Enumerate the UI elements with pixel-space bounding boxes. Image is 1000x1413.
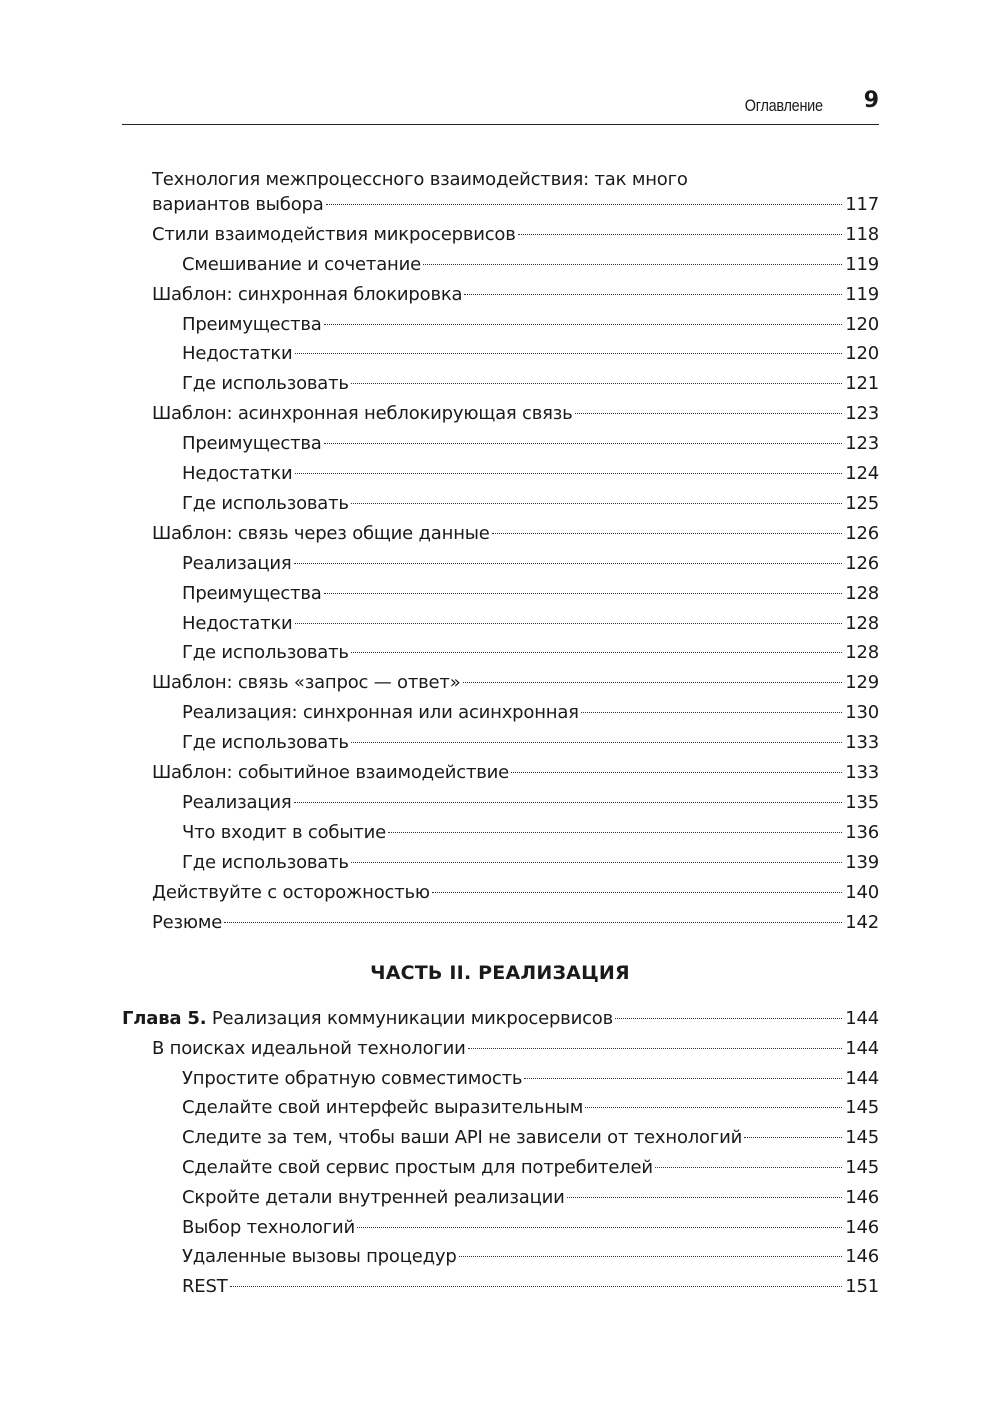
toc-entry[interactable] (0, 851, 1000, 875)
toc-entry-page: 145 (845, 1127, 879, 1148)
dot-leader (294, 802, 843, 803)
toc-entry-page: 146 (845, 1187, 879, 1208)
running-header (122, 88, 879, 124)
toc-entry-label: Удаленные вызовы процедур (182, 1246, 457, 1267)
toc-entry[interactable] (0, 701, 1000, 725)
toc-entry-page: 146 (845, 1246, 879, 1267)
toc-entry[interactable] (0, 1275, 1000, 1299)
toc-entry-label: Где использовать (182, 852, 349, 873)
header-rule (122, 124, 879, 125)
toc-entry-page: 146 (845, 1217, 879, 1238)
toc-entry[interactable] (0, 1007, 1000, 1031)
dot-leader (459, 1256, 843, 1257)
toc-entry-page: 123 (845, 433, 879, 454)
toc-entry-label: Сделайте свой сервис простым для потребителей (182, 1157, 653, 1178)
dot-leader (295, 353, 843, 354)
toc-entry[interactable] (0, 1216, 1000, 1240)
toc-entry-label: Что входит в событие (182, 822, 386, 843)
dot-leader (324, 443, 843, 444)
toc-entry[interactable] (0, 372, 1000, 396)
toc-entry-page: 123 (845, 403, 879, 424)
toc-entry-page: 128 (845, 613, 879, 634)
dot-leader (294, 563, 843, 564)
toc-entry-page: 126 (845, 553, 879, 574)
toc-entry-label: Преимущества (182, 433, 322, 454)
dot-leader (524, 1078, 842, 1079)
page-number: 9 (863, 88, 879, 113)
toc-entry-page: 145 (845, 1097, 879, 1118)
dot-leader (324, 593, 843, 594)
toc-entry-label: Реализация: синхронная или асинхронная (182, 702, 579, 723)
toc-entry-label: Скройте детали внутренней реализации (182, 1187, 565, 1208)
toc-entry-label: Смешивание и сочетание (182, 254, 421, 275)
toc-entry-label: Преимущества (182, 583, 322, 604)
dot-leader (324, 324, 843, 325)
dot-leader (655, 1167, 842, 1168)
part-title: ЧАСТЬ II. РЕАЛИЗАЦИЯ (370, 962, 630, 984)
toc-entry[interactable] (0, 522, 1000, 546)
dot-leader (295, 473, 843, 474)
toc-entry-label: Где использовать (182, 493, 349, 514)
toc-entry-page: 120 (845, 314, 879, 335)
toc-entry[interactable] (0, 582, 1000, 606)
toc-entry-page: 145 (845, 1157, 879, 1178)
toc-entry-label: Следите за тем, чтобы ваши API не зависели от технологий (182, 1127, 743, 1148)
toc-entry-page: 136 (845, 822, 879, 843)
dot-leader (224, 922, 842, 923)
toc-entry[interactable] (0, 1096, 1000, 1120)
toc-entry-label: Упростите обратную совместимость (182, 1068, 523, 1089)
toc-entry-label: Где использовать (182, 642, 349, 663)
toc-entry-page: 133 (845, 732, 879, 753)
dot-leader (388, 832, 842, 833)
toc-entry[interactable] (0, 1156, 1000, 1180)
toc-entry[interactable] (0, 881, 1000, 905)
toc-entry-page: 140 (845, 882, 879, 903)
toc-entry[interactable] (0, 462, 1000, 486)
toc-entry-page: 126 (845, 523, 879, 544)
toc-entry-page: 128 (845, 642, 879, 663)
dot-leader (492, 533, 843, 534)
toc-entry-label: Глава 5. Реализация коммуникации микросервисов (122, 1008, 614, 1029)
toc-entry-label: Шаблон: связь через общие данные (152, 523, 490, 544)
toc-entry[interactable] (0, 223, 1000, 247)
toc-entry-label: Выбор технологий (182, 1217, 355, 1238)
toc-entry-label: Где использовать (182, 732, 349, 753)
dot-leader (423, 264, 842, 265)
dot-leader (351, 652, 842, 653)
dot-leader (230, 1286, 843, 1287)
toc-entry-line1: Технология межпроцессного взаимодействия: так много (152, 169, 688, 190)
toc-entry[interactable] (0, 253, 1000, 277)
toc-entry[interactable] (0, 791, 1000, 815)
toc-entry[interactable] (0, 821, 1000, 845)
dot-leader (518, 234, 843, 235)
toc-entry[interactable] (0, 1067, 1000, 1091)
toc-entry-label: вариантов выбора (152, 194, 324, 215)
dot-leader (351, 862, 842, 863)
toc-entry[interactable] (0, 313, 1000, 337)
toc-entry-label: Шаблон: асинхронная неблокирующая связь (152, 403, 573, 424)
dot-leader (432, 892, 842, 893)
toc-entry[interactable] (0, 1245, 1000, 1269)
dot-leader (351, 503, 842, 504)
toc-entry[interactable] (0, 761, 1000, 785)
dot-leader (581, 712, 842, 713)
dot-leader (567, 1197, 843, 1198)
dot-leader (615, 1018, 842, 1019)
toc-entry[interactable] (0, 342, 1000, 366)
toc-entry-page: 144 (845, 1038, 879, 1059)
toc-entry[interactable] (0, 402, 1000, 426)
toc-entry[interactable] (0, 731, 1000, 755)
toc-entry[interactable] (0, 1126, 1000, 1150)
toc-entry-label: REST (182, 1276, 228, 1297)
toc-entry-page: 117 (845, 194, 879, 215)
toc-entry-page: 119 (845, 284, 879, 305)
toc-entry-label: Сделайте свой интерфейс выразительным (182, 1097, 584, 1118)
dot-leader (744, 1137, 842, 1138)
toc-entry-page: 135 (845, 792, 879, 813)
toc-entry[interactable] (0, 432, 1000, 456)
toc-entry-page: 124 (845, 463, 879, 484)
toc-entry[interactable] (0, 283, 1000, 307)
toc-entry-page: 129 (845, 672, 879, 693)
dot-leader (357, 1227, 842, 1228)
toc-entry-page: 133 (845, 762, 879, 783)
toc-entry-page: 144 (845, 1068, 879, 1089)
toc-entry[interactable] (0, 492, 1000, 516)
toc-entry-page: 121 (845, 373, 879, 394)
toc-entry-page: 125 (845, 493, 879, 514)
dot-leader (351, 383, 842, 384)
toc-entry-label: Шаблон: событийное взаимодействие (152, 762, 510, 783)
toc-entry-label: В поисках идеальной технологии (152, 1038, 466, 1059)
toc-entry-label: Преимущества (182, 314, 322, 335)
dot-leader (575, 413, 843, 414)
dot-leader (511, 772, 842, 773)
toc-entry-label: Реализация (182, 792, 292, 813)
toc-entry-page: 118 (845, 224, 879, 245)
running-header-title: Оглавление (744, 96, 823, 115)
toc-entry-label: Действуйте с осторожностью (152, 882, 430, 903)
toc-entry-page: 151 (845, 1276, 879, 1297)
dot-leader (464, 294, 842, 295)
toc-entry-page: 130 (845, 702, 879, 723)
toc-entry-page: 139 (845, 852, 879, 873)
toc-entry-label: Резюме (152, 912, 223, 933)
dot-leader (468, 1048, 843, 1049)
toc-entry-page: 120 (845, 343, 879, 364)
toc-entry-label: Стили взаимодействия микросервисов (152, 224, 516, 245)
toc-entry[interactable] (0, 1037, 1000, 1061)
toc-entry-page: 128 (845, 583, 879, 604)
toc-entry[interactable] (0, 1186, 1000, 1210)
toc-entry-label: Шаблон: синхронная блокировка (152, 284, 463, 305)
toc-entry-label: Где использовать (182, 373, 349, 394)
dot-leader (585, 1107, 842, 1108)
toc-entry-label: Недостатки (182, 613, 293, 634)
toc-entry-label: Реализация (182, 553, 292, 574)
toc-entry[interactable] (0, 193, 1000, 217)
toc-entry[interactable] (0, 641, 1000, 665)
toc-entry[interactable] (0, 911, 1000, 935)
toc-entry-page: 142 (845, 912, 879, 933)
toc-entry[interactable] (0, 552, 1000, 576)
chapter-number: Глава 5. (122, 1008, 207, 1029)
dot-leader (463, 682, 843, 683)
toc-entry[interactable] (0, 612, 1000, 636)
toc-entry-label: Шаблон: связь «запрос — ответ» (152, 672, 461, 693)
toc-entry-page: 119 (845, 254, 879, 275)
toc-entry-label: Недостатки (182, 343, 293, 364)
dot-leader (295, 623, 843, 624)
dot-leader (351, 742, 842, 743)
toc-entry-label: Недостатки (182, 463, 293, 484)
toc-entry-page: 144 (845, 1008, 879, 1029)
dot-leader (326, 204, 843, 205)
toc-entry[interactable] (0, 671, 1000, 695)
